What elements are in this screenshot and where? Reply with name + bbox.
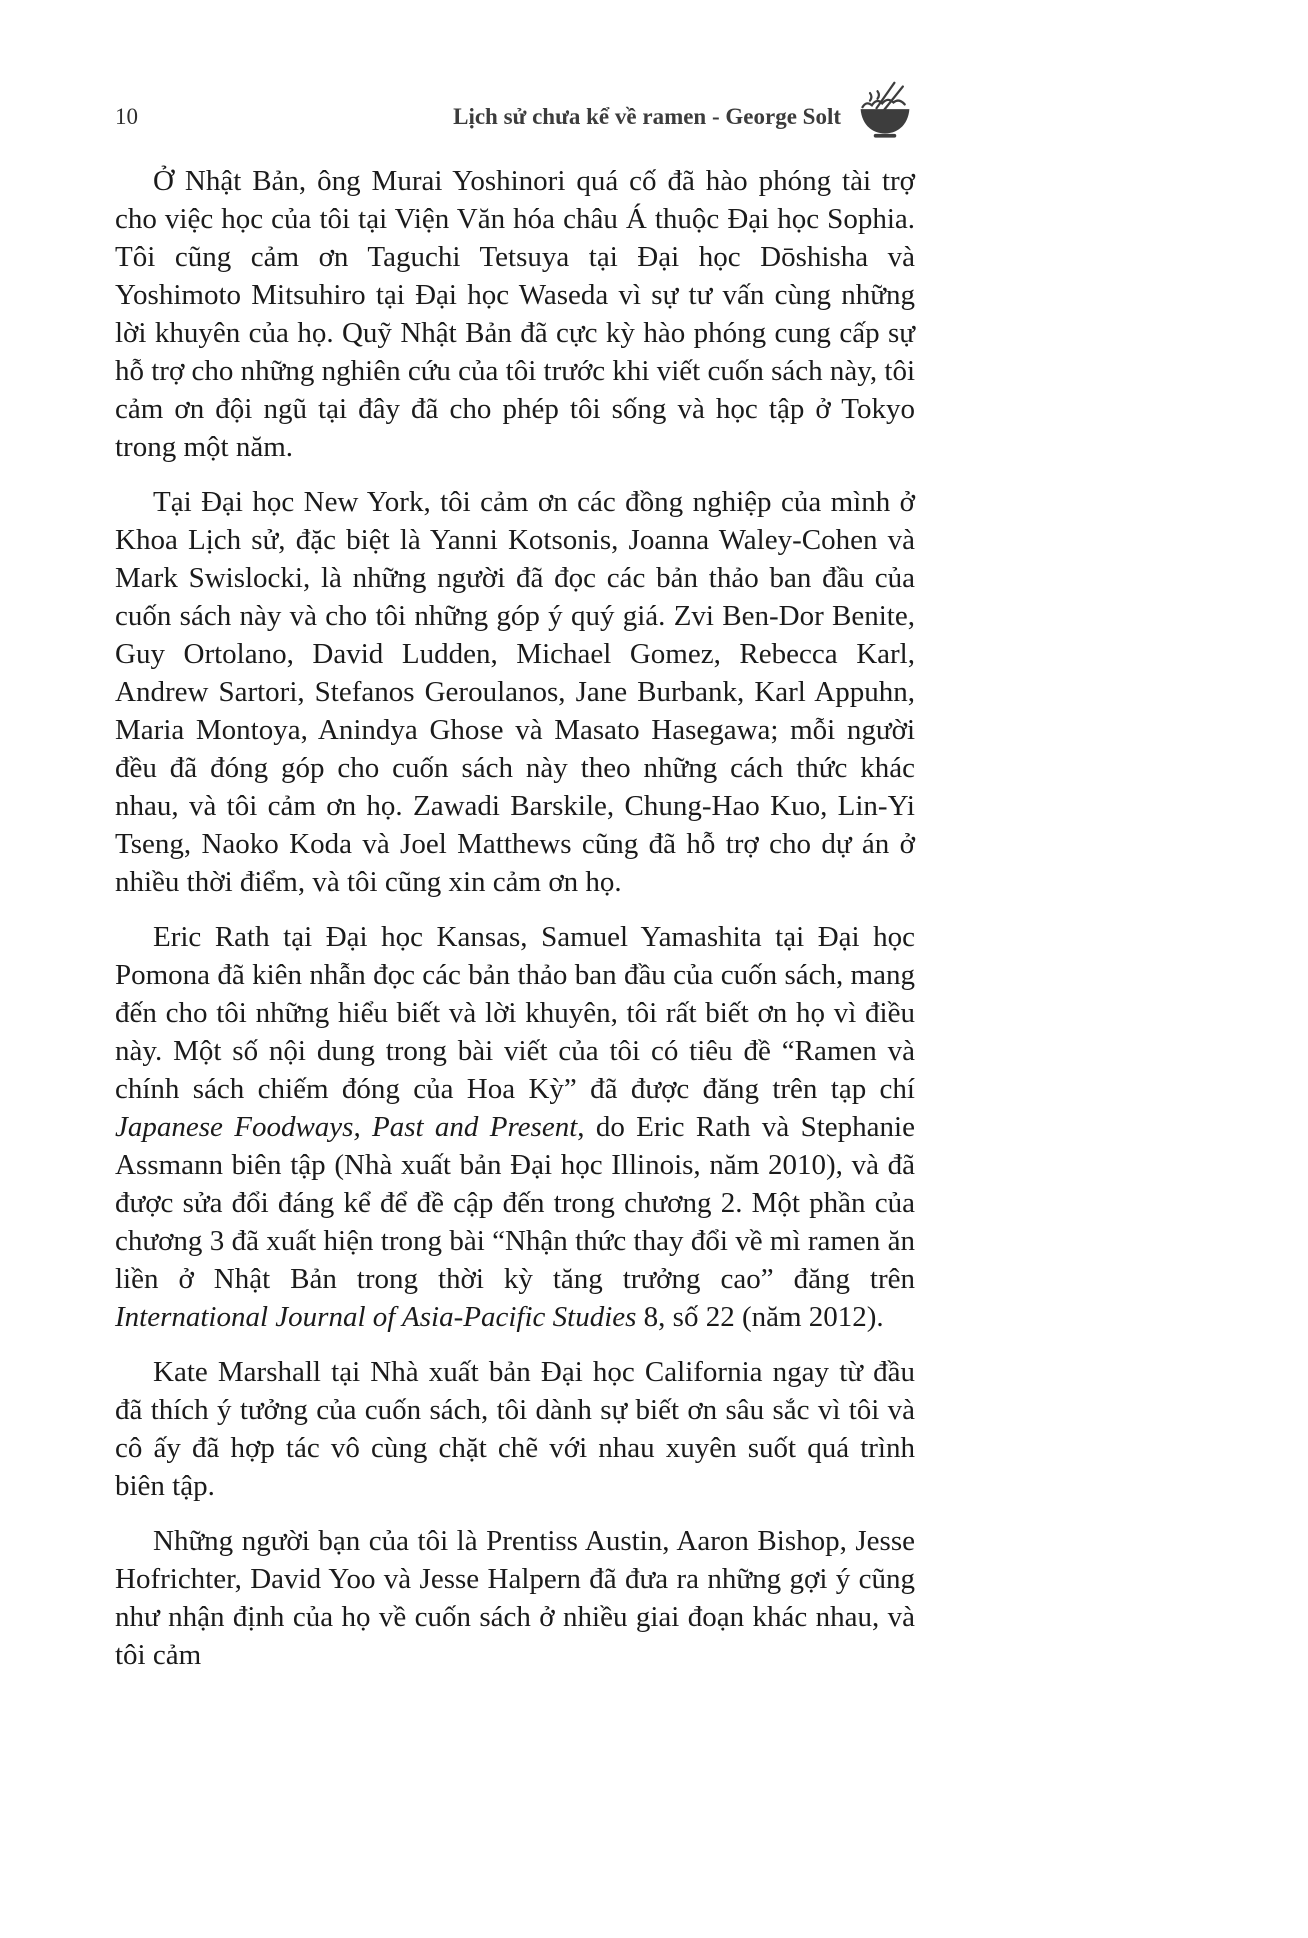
text-run: Ở Nhật Bản, ông Murai Yoshinori quá cố đã hào phóng tài trợ cho việc học của tôi tại Viện Văn hóa châu Á thuộc Đại học Sophia. Tôi cũng cảm ơn Taguchi Tetsuya tại Đại học Dōshisha và Yoshimoto Mitsuhiro tại Đại học Waseda vì sự tư vấn cùng những lời khuyên của họ. Quỹ Nhật Bản đã cực kỳ hào phóng cung cấp sự hỗ trợ cho những nghiên cứu của tôi trước khi viết cuốn sách này, tôi cảm ơn đội ngũ tại đây đã cho phép tôi sống và học tập ở Tokyo trong một năm. <box>115 165 915 463</box>
paragraph <box>115 918 915 1336</box>
text-run: Những người bạn của tôi là Prentiss Austin, Aaron Bishop, Jesse Hofrichter, David Yoo và Jesse Halpern đã đưa ra những gợi ý cũng như nhận định của họ về cuốn sách ở nhiều giai đoạn khác nhau, và tôi cảm <box>115 1525 915 1671</box>
text-run: , do Eric Rath và Stephanie Assmann biên tập (Nhà xuất bản Đại học Illinois, năm 2010), và đã được sửa đổi đáng kể để đề cập đến trong chương 2. Một phần của chương 3 đã xuất hiện trong bài “Nhận thức thay đổi về mì ramen ăn liền ở Nhật Bản trong thời kỳ tăng trưởng cao” đăng trên <box>115 1111 915 1295</box>
page-body <box>115 162 915 1674</box>
running-title: Lịch sử chưa kể về ramen - George Solt <box>453 104 841 129</box>
paragraph <box>115 483 915 901</box>
page-number: 10 <box>115 104 138 129</box>
page-header <box>115 86 915 148</box>
running-header <box>453 94 915 140</box>
paragraph <box>115 1353 915 1505</box>
paragraph <box>115 1522 915 1674</box>
text-run: 8, số 22 (năm 2012). <box>636 1301 884 1333</box>
text-run: Eric Rath tại Đại học Kansas, Samuel Yamashita tại Đại học Pomona đã kiên nhẫn đọc các bản thảo ban đầu của cuốn sách, mang đến cho tôi những hiểu biết và lời khuyên, tôi rất biết ơn họ vì điều này. Một số nội dung trong bài viết của tôi có tiêu đề “Ramen và chính sách chiếm đóng của Hoa Kỳ” đã được đăng trên tạp chí <box>115 921 915 1105</box>
text-run: Kate Marshall tại Nhà xuất bản Đại học California ngay từ đầu đã thích ý tưởng của cuốn sách, tôi dành sự biết ơn sâu sắc vì tôi và cô ấy đã hợp tác vô cùng chặt chẽ với nhau xuyên suốt quá trình biên tập. <box>115 1356 915 1502</box>
text-run: Tại Đại học New York, tôi cảm ơn các đồng nghiệp của mình ở Khoa Lịch sử, đặc biệt là Yanni Kotsonis, Joanna Waley-Cohen và Mark Swislocki, là những người đã đọc các bản thảo ban đầu của cuốn sách này và cho tôi những góp ý quý giá. Zvi Ben-Dor Benite, Guy Ortolano, David Ludden, Michael Gomez, Rebecca Karl, Andrew Sartori, Stefanos Geroulanos, Jane Burbank, Karl Appuhn, Maria Montoya, Anindya Ghose và Masato Hasegawa; mỗi người đều đã đóng góp cho cuốn sách này theo những cách thức khác nhau, và tôi cảm ơn họ. Zawadi Barskile, Chung-Hao Kuo, Lin-Yi Tseng, Naoko Koda và Joel Matthews cũng đã hỗ trợ cho dự án ở nhiều thời điểm, và tôi cũng xin cảm ơn họ. <box>115 486 915 898</box>
paragraph <box>115 162 915 466</box>
italic-text-run: International Journal of Asia-Pacific Studies <box>115 1301 637 1333</box>
page-content <box>115 86 915 1691</box>
italic-text-run: Japanese Foodways, Past and Present <box>115 1111 578 1143</box>
ramen-bowl-icon <box>855 80 915 140</box>
